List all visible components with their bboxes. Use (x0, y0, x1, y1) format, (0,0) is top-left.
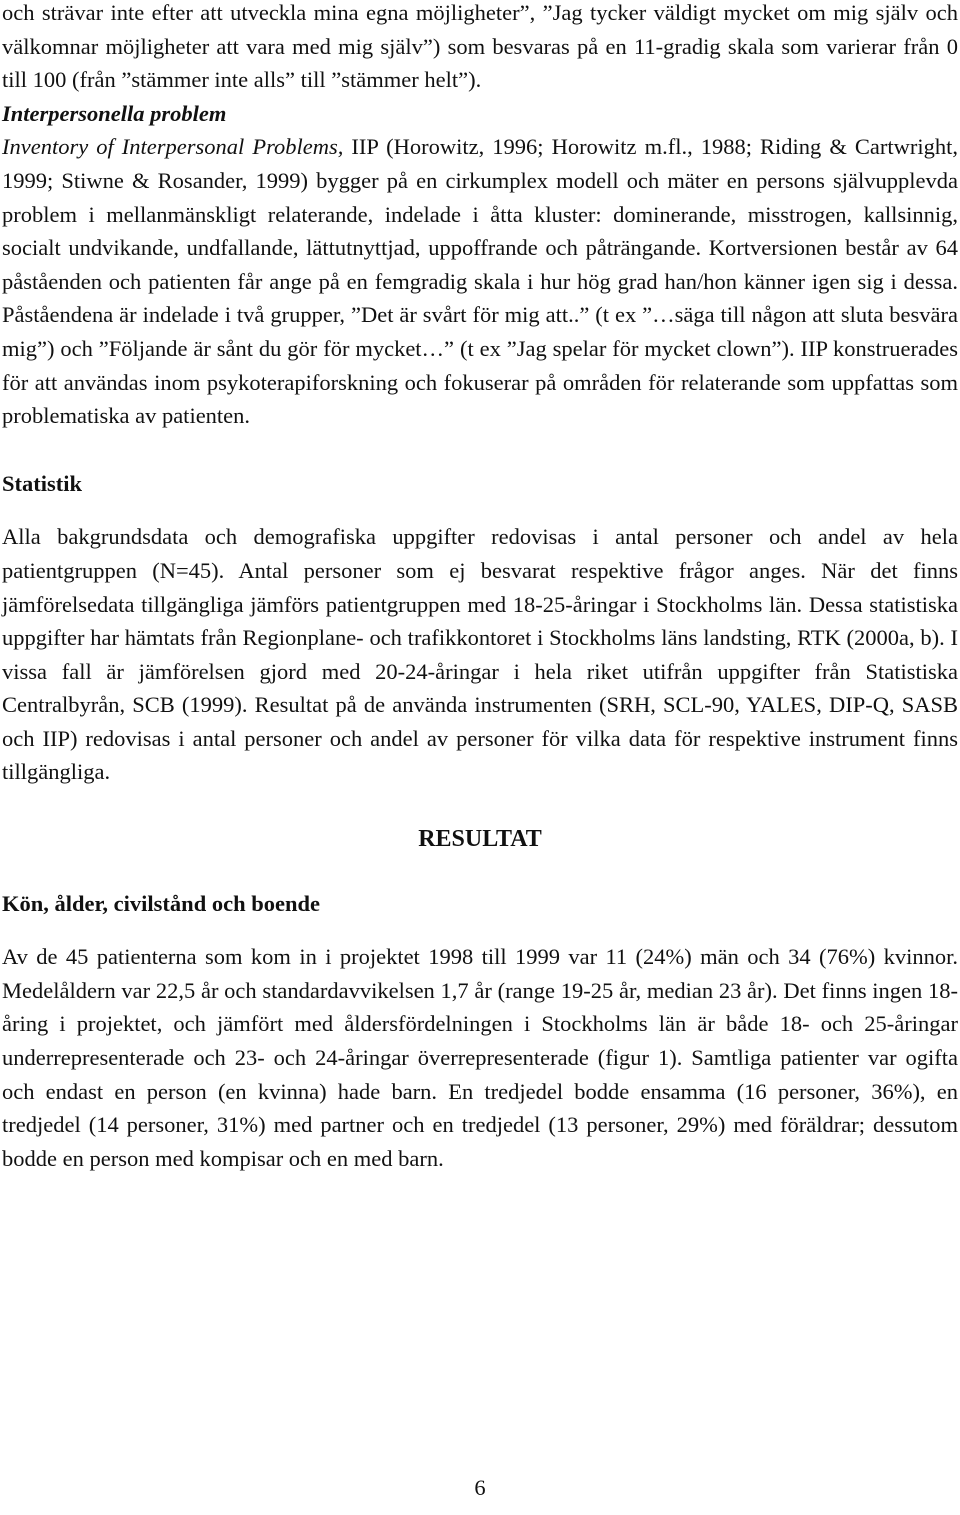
kon-paragraph: Av de 45 patienterna som kom in i projektet 1998 till 1999 var 11 (24%) män och 34 (76%) kvinnor. Medelåldern var 22,5 år och standardavvikelsen 1,7 år (range 19-25 år, median 23 år). Det finns ingen 18-åring i projektet, och jämfört med åldersfördelningen i Stockholms län är både 18- och 25-åringar underrepresenterade och 23- och 24-åringar överrepresenterade (figur 1). Samtliga patienter var ogifta och endast en person (en kvinna) hade barn. En tredjedel bodde ensamma (16 personer, 36%), en tredjedel (14 personer, 31%) med partner och en tredjedel (13 personer, 29%) med föräldrar; dessutom bodde en person med kompisar och en med barn. (2, 944, 958, 1171)
page-number: 6 (474, 1475, 486, 1500)
iip-heading: Interpersonella problem (2, 100, 227, 126)
intro-paragraph: och strävar inte efter att utveckla mina egna möjligheter”, ”Jag tycker väldigt mycket om mig själv och välkomnar möjligheter att vara med mig själv”) som besvaras på en 11-gradig skala som varierar från 0 till 100 (från ”stämmer inte alls” till ”stämmer helt”). (2, 0, 958, 93)
resultat-heading: RESULTAT (418, 826, 542, 853)
kon-heading: Kön, ålder, civilstånd och boende (2, 890, 320, 916)
statistik-paragraph: Alla bakgrundsdata och demografiska uppgifter redovisas i antal personer och andel av hela patientgruppen (N=45). Antal personer som ej besvarat respektive frågor anges. När det finns jämförelsedata tillgängliga jämförs patientgruppen med 18-25-åringar i Stockholms län. Dessa statistiska uppgifter har hämtats från Regionplane- och trafikkontoret i Stockholms läns landsting, RTK (2000a, b). I vissa fall är jämförelsen gjord med 20-24-åringar i hela riket utifrån uppgifter från Statistiska Centralbyrån, SCB (1999). Resultat på de använda instrumenten (SRH, SCL-90, YALES, DIP-Q, SASB och IIP) redovisas i antal personer och andel av personer för vilka data för respektive instrument finns tillgängliga. (2, 524, 958, 785)
iip-paragraph-text: IIP (Horowitz, 1996; Horowitz m.fl., 1988; Riding & Cartwright, 1999; Stiwne & Rosander, 1999) bygger på en cirkumplex modell och mäter en persons självupplevda problem i mellanmänskligt relaterande, indelade i åtta kluster: dominerande, misstrogen, kallsinnig, socialt undvikande, undfallande, lättutnyttjad, uppoffrande och påträngande. Kortversionen består av 64 påståenden och patienten får ange på en femgradig skala i hur hög grad han/hon känner igen sig i dessa. Påståendena är indelade i två grupper, ”Det är svårt för mig att..” (t ex ”…säga till någon att sluta besvära mig”) och ”Följande är sånt du gör för mycket…” (t ex ”Jag spelar för mycket clown”). IIP konstruerades för att användas inom psykoterapiforskning och fokuserar på områden för relaterande som uppfattas som problematiska av patienten. (2, 134, 959, 429)
iip-italic-lead: Inventory of Interpersonal Problems, (2, 134, 344, 160)
statistik-heading: Statistik (2, 470, 83, 496)
iip-paragraph (2, 130, 958, 432)
